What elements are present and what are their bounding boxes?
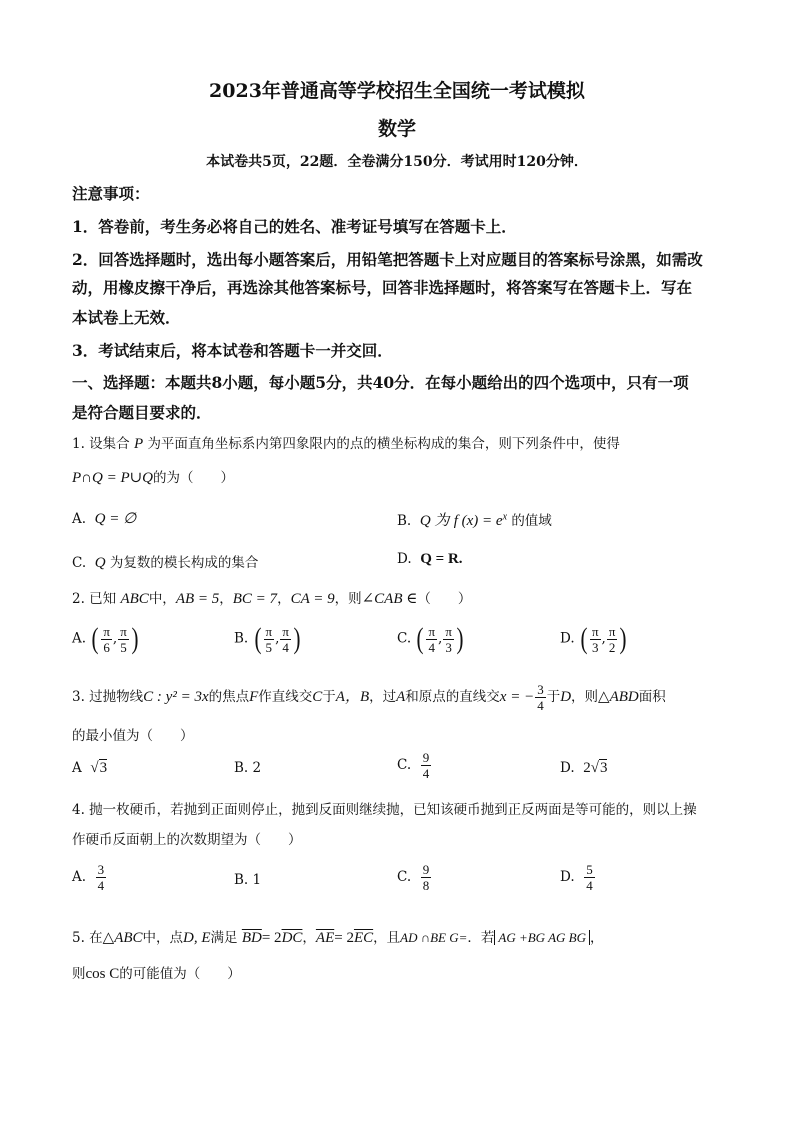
q1-option-b: B. Q 为 f $(x) = e^x$ 的值域: [397, 511, 552, 529]
q5-vector-dc: $\overline{DC}$: [281, 930, 303, 946]
q4-option-c-den: 8: [422, 878, 430, 893]
q2-d-num2: π: [608, 623, 616, 639]
q5-triangle: △ABC: [102, 930, 143, 946]
notes-heading: 注意事项：: [72, 184, 150, 203]
q4-option-d-num: 5: [586, 862, 593, 877]
q5-magnitude-garbled: AG +BG AG BG: [494, 930, 590, 945]
q2-b-num2: π: [282, 623, 289, 639]
q3-stem-f: 和原点的直线交: [405, 689, 500, 705]
q2-stem-b: 中，: [148, 591, 176, 607]
q4-option-c-label: C.: [397, 869, 412, 885]
q2-ab: AB = 5: [175, 591, 220, 607]
q5-vector-ae: $\overline{AE}$: [315, 930, 335, 946]
note-2-line-2: 动，用橡皮擦干净后，再选涂其他答案标号，回答非选择题时，将答案写在答题卡上．写在: [72, 278, 693, 297]
q1-option-c-q: Q: [94, 555, 106, 571]
q5-stem-a: 5. 在: [72, 930, 103, 946]
exam-title: 2023年普通高等学校招生全国统一考试模拟: [209, 80, 585, 102]
exam-info: 本试卷共5页，22题．全卷满分150分．考试用时120分钟．: [206, 154, 588, 170]
q1-option-d-text: Q = R.: [420, 551, 463, 567]
q2-option-b: B. ( $\frac{\pi}{5}$ , $\frac{\pi}{4}$ ): [234, 622, 301, 655]
q2-stem-d: （ ）: [417, 591, 472, 607]
q1-option-c: [72, 551, 258, 572]
q2-d-num1: π: [591, 623, 599, 639]
q2-a-den1: 6: [103, 639, 110, 655]
q2-bc: BC = 7: [232, 591, 278, 607]
q2-b-num1: π: [265, 623, 273, 639]
q2-stem: 2. 已知 ABC中，AB = 5，BC = 7，CA = 9，则∠CAB ∈（ ）: [72, 591, 472, 607]
q2-option-c-label: C.: [397, 630, 412, 647]
q1-stem-b: 为平面直角坐标系内第四象限内的点的横坐标构成的集合，则下列条件中，使得: [147, 436, 620, 452]
q3-curve: C : y² = 3x: [143, 689, 209, 705]
q5-eq-2: = 2: [334, 930, 354, 946]
q4-stem-line-1: 4. 抛一枚硬币，若抛到正面则停止，抛到反面则继续抛，已知该硬币抛到正反两面是等可能的，则以上操: [72, 802, 697, 818]
q2-c-den2: 3: [445, 639, 452, 655]
q5-stem-d: ，且: [373, 930, 401, 946]
note-2-line-1: 2．回答选择题时，选出每小题答案后，用铅笔把答题卡上对应题目的答案标号涂黑，如需改: [72, 250, 703, 269]
q5-stem-e: ．若: [467, 930, 495, 946]
section-heading-line-1: 一、选择题：本题共8小题，每小题5分，共40分．在每小题给出的四个选项中，只有一项: [72, 373, 689, 392]
q5-eq-1: = 2: [261, 930, 282, 946]
q2-triangle: ABC: [120, 591, 149, 607]
q3-point-d: D: [560, 689, 572, 705]
q2-ca: CA = 9: [290, 591, 335, 607]
subject-title: 数学: [377, 118, 416, 140]
q1-option-b-label: B.: [397, 513, 412, 529]
q3-stem-a: 3. 过抛物线: [72, 689, 144, 705]
q4-option-d-label: D.: [560, 869, 575, 885]
q3-stem-line-2: 的最小值为（ ）: [72, 728, 194, 744]
q3-point-a: A: [396, 689, 406, 705]
q3-option-d: D. 2√3: [560, 760, 608, 776]
q3-option-c-label: C.: [397, 757, 412, 773]
q2-stem-a: 2. 已知: [72, 591, 117, 607]
q2-angle: ∠CAB ∈: [361, 591, 418, 607]
q3-focus: F: [249, 689, 259, 705]
q2-option-a-label: A.: [72, 630, 87, 647]
q4-option-a-label: A.: [72, 869, 87, 885]
q3-option-b: B. 2: [234, 760, 262, 776]
q4-option-a: [72, 862, 107, 893]
q4-option-d: [560, 862, 596, 893]
q3-stem-b: 的焦点: [208, 689, 250, 705]
q3-line-eq: x = −: [499, 689, 535, 705]
q3-option-d-radicand: 3: [599, 760, 608, 776]
q3-triangle: △ABD: [598, 689, 639, 705]
q1-stem-line-1: [72, 432, 620, 453]
q2-option-a: A. ( $\frac{\pi}{6}$ , $\frac{\pi}{5}$ ): [72, 622, 139, 655]
q3-option-c-den: 4: [422, 766, 430, 781]
q1-option-a-text: Q = ∅: [94, 511, 137, 527]
q3-stem-e: ，过: [369, 689, 397, 705]
q1-option-c-text: 为复数的模长构成的集合: [109, 555, 259, 571]
q4-stem-line-2: 作硬币反面朝上的次数期望为（ ）: [72, 832, 302, 848]
q3-stem-d: 于: [322, 689, 336, 705]
q5-vector-bd: $\overline{BD}$: [241, 930, 262, 946]
q4-option-a-num: 3: [97, 862, 105, 877]
q3-stem-i: 面积: [638, 689, 666, 705]
q3-stem-c: 作直线交: [258, 689, 313, 705]
q1-option-b-func: f (x) = e: [453, 513, 503, 529]
q3-points-ab: A，B: [335, 689, 370, 705]
note-1: 1．答卷前，考生务必将自己的姓名、准考证号填写在答题卡上．: [72, 217, 517, 236]
q5-points-de: D, E: [183, 930, 211, 946]
q5-stem-line-1: 5. 在△ABC中，点D, E满足 $\overline{BD}= 2\overline{DC}$，$\overline{AE}= 2\overline{EC}$，且AD ∩BE G=．若 AG +BG AG BG ，: [72, 930, 604, 946]
note-2-line-3: 本试卷上无效．: [72, 308, 181, 327]
q2-d-den2: 2: [608, 639, 616, 655]
q2-option-c: C. ( $\frac{\pi}{4}$ , $\frac{\pi}{3}$ ): [397, 622, 464, 655]
q5-stem-line2-a: 则: [72, 966, 86, 982]
q1-option-a: [72, 509, 136, 528]
q5-stem-c: 满足: [210, 930, 238, 946]
q1-option-d-label: D.: [397, 551, 412, 567]
q2-a-num2: π: [120, 623, 127, 639]
q3-frac-num: 3: [537, 682, 544, 697]
q1-option-d: [397, 551, 463, 568]
q1-stem-a: 1. 设集合: [72, 436, 130, 452]
q2-c-den1: 4: [428, 639, 435, 655]
q4-option-c: [397, 862, 432, 893]
q4-option-c-num: 9: [422, 862, 430, 877]
q3-option-d-coef: 2: [583, 760, 591, 776]
q2-b-den1: 5: [265, 639, 273, 655]
q4-option-d-den: 4: [586, 878, 593, 893]
q3-option-c-num: 9: [422, 750, 430, 765]
q2-a-num1: π: [103, 623, 110, 639]
q2-b-den2: 4: [282, 639, 289, 655]
q1-set-p: P: [133, 436, 144, 452]
q1-option-b-text: 的值域: [511, 513, 552, 529]
q1-condition: P∩Q = P∪Q: [72, 470, 154, 486]
q3-option-c: [397, 750, 432, 781]
q2-option-d-label: D.: [560, 630, 575, 647]
q5-stem-line-2: [72, 962, 241, 983]
q5-stem-line2-b: 的可能值为（ ）: [119, 966, 241, 982]
q2-option-b-label: B.: [234, 630, 249, 647]
q3-stem-line-1: [72, 682, 666, 713]
q2-c-num2: π: [445, 623, 452, 639]
q2-c-num1: π: [428, 623, 436, 639]
q2-stem-c: ，则: [334, 591, 362, 607]
q3-frac-den: 4: [537, 698, 544, 713]
section-heading-line-2: 是符合题目要求的．: [72, 403, 212, 422]
q2-option-d: D. ( $\frac{\pi}{3}$ , $\frac{\pi}{2}$ ): [560, 622, 627, 655]
q3-option-d-label: D.: [560, 760, 575, 776]
q5-intersection-garbled: AD ∩BE G=: [400, 930, 468, 945]
q3-option-a: A √3: [72, 760, 108, 776]
q2-a-den2: 5: [120, 639, 127, 655]
q4-option-a-den: 4: [97, 878, 105, 893]
q3-stem-g: 于: [546, 689, 561, 705]
q1-stem-c: 的为（ ）: [153, 470, 235, 486]
q5-vector-ec: $\overline{EC}$: [353, 930, 374, 946]
q5-stem-b: 中，点: [142, 930, 184, 946]
q3-option-a-label: A: [72, 760, 82, 776]
q1-option-c-label: C.: [72, 555, 87, 571]
note-3: 3．考试结束后，将本试卷和答题卡一并交回．: [72, 341, 393, 360]
q4-option-b: B. 1: [234, 872, 262, 888]
q1-option-b-q: Q 为: [419, 513, 450, 529]
q2-d-den1: 3: [591, 639, 599, 655]
q1-stem-line-2: [72, 466, 234, 487]
q3-curve-name: C: [312, 689, 323, 705]
q1-option-a-label: A.: [72, 511, 87, 527]
q3-stem-h: ，则: [571, 689, 599, 705]
q3-option-a-radicand: 3: [99, 760, 108, 776]
q5-cos-c: cos C: [85, 966, 120, 982]
